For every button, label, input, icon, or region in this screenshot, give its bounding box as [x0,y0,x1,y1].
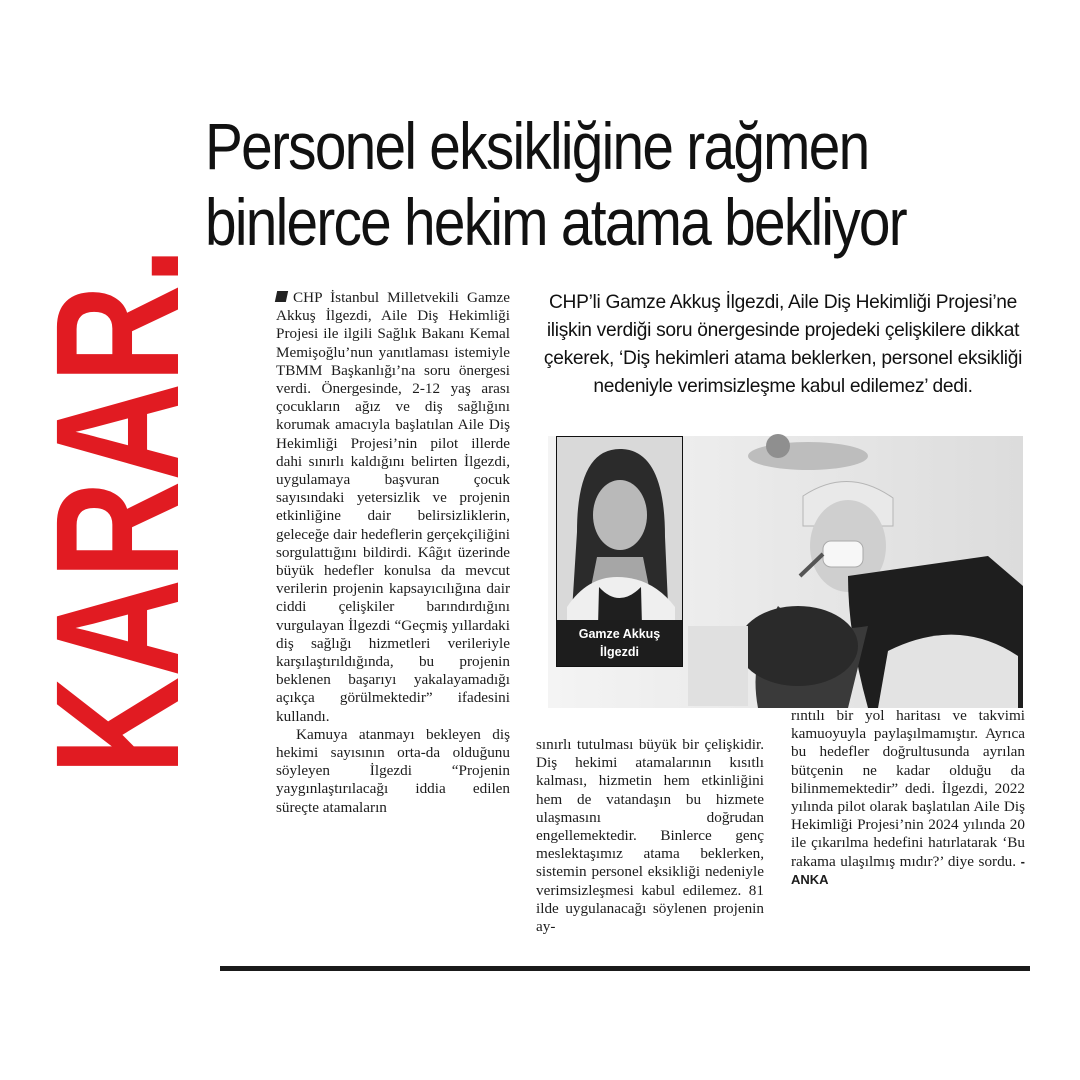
headline [205,108,945,260]
paragraph-4 [791,707,1025,889]
bullet-icon [275,291,288,302]
paragraph-4-text: rıntılı bir yol haritası ve takvimi kamuoyuyla paylaşılmamıştır. Ayrıca bu hedefler doğrultusunda ayrılan bütçenin ne kadar olduğu da bilinmemektedir” dedi. İlgezdi, 2022 yılında pilot olarak başlatılan Aile Diş Hekimliği Projesi’nin 2024 yılında 20 ile çıkarılma hedefini hatırlatarak ‘Bu rakama ulaşılmış mıdır?’ diye sordu. [791,707,1025,870]
paragraph-1 [276,289,510,726]
paragraph-2: Kamuya atanmayı bekleyen diş hekimi sayısının orta-da olduğunu söyleyen İlgezdi “Projenin yaygınlaştırılacağı iddia edilen süreçte atamaların [276,725,510,816]
portrait-photo [556,436,683,667]
paragraph-3: sınırlı tutulması büyük bir çelişkidir. Diş hekimi atamalarının kısıtlı kalması, hizmetin hem etkinliğini hem de vatandaşın bu hizmete ulaşmasını doğrudan engellemektedir. Binlerce genç meslektaşımız atama beklerken, sistemin personel eksikliği nedeniyle verimsizleşmesi kabul edilemez. 81 ilde uygulanacağı söylenen projenin ay- [536,736,764,936]
paragraph-1-text: CHP İstanbul Milletvekili Gamze Akkuş İlgezdi, Aile Diş Hekimliği Projesi ile ilgili Sağlık Bakanı Kemal Memişoğlu’nun yanıtlaması istemiyle TBMM Başkanlığı’na soru önergesi verdi. Önergesinde, 2-12 yaş arası çocukların ağız ve diş sağlığını korumak amacıyla başlatılan Aile Diş Hekimliği Projesi’nin pilot illerde dahi sınırlı kaldığını belirten İlgezdi, uygulamaya başvuran çocuk sayısındaki yetersizlik ve projenin etkinliğine dair belirsizliklerin, geleceğe dair hedeflerin gerçekçiliğini sorgulattığını bildirdi. Kâğıt üzerinde büyük hedefler konulsa da mevcut verilerin projenin kapsayıcılığına dair ciddi çelişkiler barındırdığını vurgulayan İlgezdi “Geçmiş yıllardaki diş sağlığı hizmetleri verileriyle karşılaştırıldığında, bu projenin beklenen başarıyı yakalayamadığı açıkça görülmektedir” ifadesini kullandı. [276,289,510,725]
article-column-3 [791,707,1025,947]
agency-credit: -ANKA [791,853,1025,887]
headline-line-1: Personel eksikliğine rağmen [205,109,869,183]
article-column-1 [276,289,510,949]
karar-logo [20,90,216,780]
article-lead: CHP’li Gamze Akkuş İlgezdi, Aile Diş Hekimliği Projesi’ne ilişkin verdiği soru önergesinde projedeki çelişkilere dikkat çekerek, ‘Diş hekimleri atama beklerken, personel eksikliği nedeniyle verimsizleşme kabul edilemez’ dedi. [543,292,1023,397]
caption-line-2: İlgezdi [600,645,639,659]
headline-line-2: binlerce hekim atama bekliyor [205,185,906,259]
portrait-caption [557,620,682,666]
caption-line-1: Gamze Akkuş [578,627,661,641]
logo-text: KARAR. [20,90,216,775]
bottom-rule [220,966,1030,971]
article-column-2 [536,736,764,946]
